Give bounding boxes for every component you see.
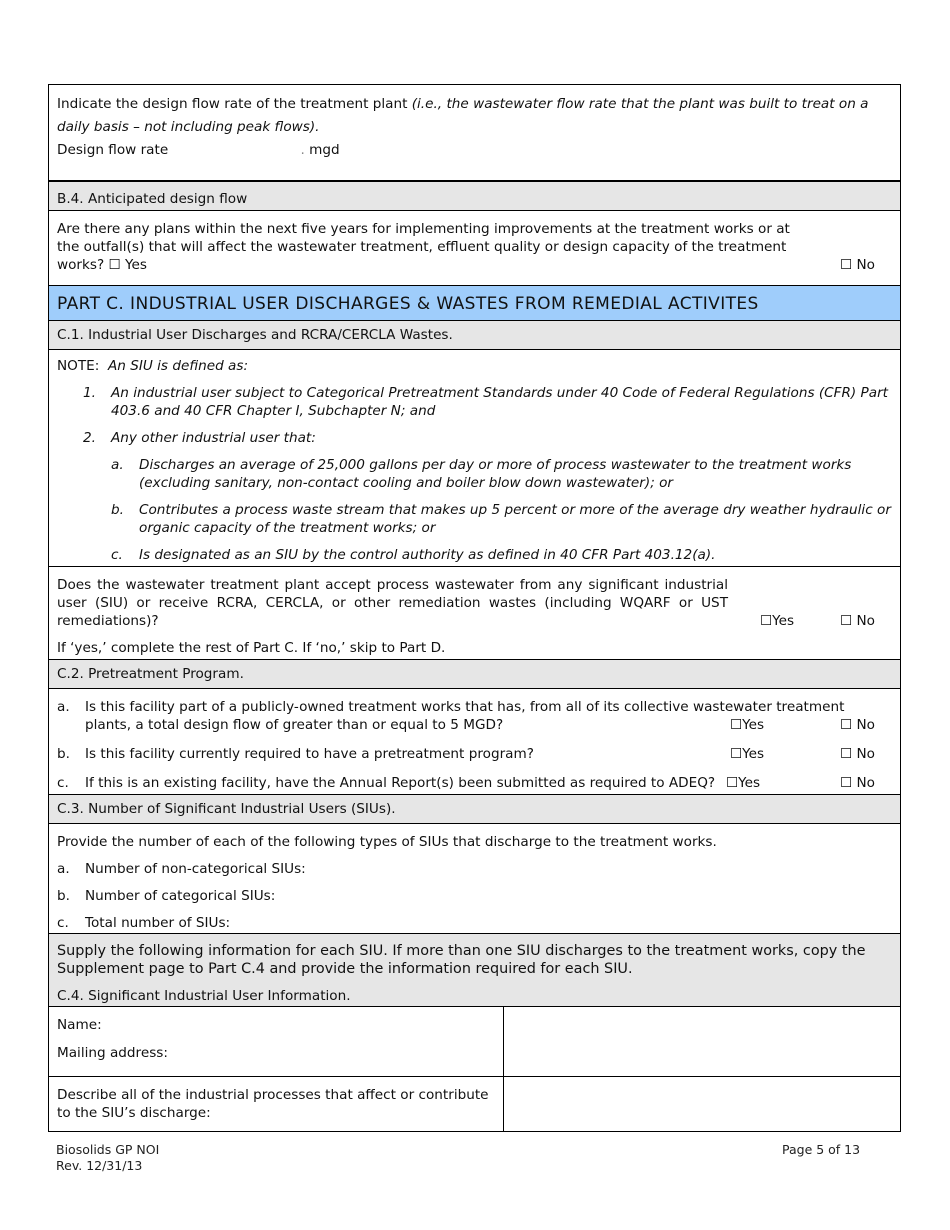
revision: Rev. 12/31/13 — [56, 1158, 143, 1173]
doc-name: Biosolids GP NOI — [56, 1142, 160, 1157]
c2b-no-checkbox[interactable]: ☐ No — [840, 746, 875, 762]
c1-question-row — [49, 566, 900, 659]
siu-processes-label: Describe all of the industrial processes that affect or contribute to the SIU’s discharge: — [57, 1087, 489, 1121]
note-sub-c: c. Is designated as an SIU by the control authority as defined in 40 CFR Part 403.12(a). — [111, 547, 716, 563]
c4-processes-row — [49, 1076, 900, 1131]
page-number: Page 5 of 13 — [782, 1142, 861, 1157]
c2-question-c: c. If this is an existing facility, have the Annual Report(s) been submitted as required to ADEQ? ☐Yes ☐ No — [57, 774, 892, 792]
b4-heading: B.4. Anticipated design flow — [49, 180, 900, 210]
note-sub-a: a. Discharges an average of 25,000 gallons per day or more of process wastewater to the treatment works (excluding sanitary, non-contact cooling and boiler blow down wastewater); or — [111, 457, 852, 491]
c2a-yes-checkbox[interactable]: ☐Yes — [730, 717, 765, 733]
c3-categorical[interactable]: b. Number of categorical SIUs: — [57, 888, 276, 904]
c2a-no-checkbox[interactable]: ☐ No — [840, 717, 875, 733]
c3-heading: C.3. Number of Significant Industrial Users (SIUs). — [49, 794, 900, 823]
part-c-box — [48, 285, 901, 1132]
design-flow-label: Design flow rate — [57, 142, 169, 158]
note-sub-b: b. Contributes a process waste stream that makes up 5 percent or more of the average dry weather hydraulic or organic capacity of the treatment works; or — [111, 502, 891, 536]
c2b-yes-checkbox[interactable]: ☐Yes — [730, 746, 765, 762]
c3-total[interactable]: c. Total number of SIUs: — [57, 915, 231, 931]
section-b-box — [48, 84, 901, 290]
c1-heading: C.1. Industrial User Discharges and RCRA/CERCLA Wastes. — [49, 320, 900, 349]
c1-instruction: If ‘yes,’ complete the rest of Part C. If ‘no,’ skip to Part D. — [57, 640, 446, 656]
part-c-title: PART C. INDUSTRIAL USER DISCHARGES & WASTES FROM REMEDIAL ACTIVITES — [49, 286, 900, 320]
note-intro: NOTE: An SIU is defined as: — [57, 358, 249, 374]
b4-question: Are there any plans within the next five years for implementing improvements at the treatment works or at the outfall(s) that will affect the wastewater treatment, effluent quality or design capacity of the treatment works? ☐ Yes — [57, 221, 790, 273]
b4-no-checkbox[interactable]: ☐ No — [840, 257, 875, 273]
c4-name-address-row — [49, 1006, 900, 1076]
c1-no-checkbox[interactable]: ☐ No — [840, 613, 875, 629]
c3-fields — [49, 823, 900, 933]
c2c-no-checkbox[interactable]: ☐ No — [840, 775, 875, 791]
c2c-yes-checkbox[interactable]: ☐Yes — [726, 775, 761, 791]
siu-definition-note — [49, 349, 900, 566]
siu-name-address-input[interactable] — [504, 1007, 900, 1076]
footer-left — [56, 1142, 159, 1174]
b4-yes-checkbox[interactable]: ☐ Yes — [108, 257, 147, 273]
design-flow-instructions: Indicate the design flow rate of the treatment plant (i.e., the wastewater flow rate that the plant was built to treat on a daily basis – not including peak flows). — [57, 96, 869, 135]
note-item-1: 1. An industrial user subject to Categorical Pretreatment Standards under 40 Code of Federal Regulations (CFR) Part 403.6 and 40 CFR Chapter I, Subchapter N; and — [83, 385, 889, 419]
c2-question-b: b. Is this facility currently required to have a pretreatment program? ☐Yes ☐ No — [57, 745, 892, 763]
design-flow-line: Design flow rate . mgd — [57, 142, 340, 158]
c4-header — [49, 933, 900, 1006]
c2-question-a: a. Is this facility part of a publicly-owned treatment works that has, from all of its collective wastewater treatment plants, a total design flow of greater than or equal to 5 MGD? — [57, 699, 845, 733]
siu-processes-input[interactable] — [504, 1077, 900, 1131]
siu-mailing-label: Mailing address: — [57, 1045, 168, 1061]
c1-yes-checkbox[interactable]: ☐Yes — [760, 613, 795, 629]
note-item-2: 2. Any other industrial user that: — [83, 430, 316, 446]
b4-question-row — [49, 210, 900, 289]
c3-noncategorical[interactable]: a. Number of non-categorical SIUs: — [57, 861, 306, 877]
c3-intro: Provide the number of each of the following types of SIUs that discharge to the treatment works. — [57, 834, 717, 850]
c2-heading: C.2. Pretreatment Program. — [49, 659, 900, 688]
c4-heading: C.4. Significant Industrial User Information. — [57, 988, 351, 1004]
c1-question: Does the wastewater treatment plant accept process wastewater from any significant industrial user (SIU) or receive RCRA, CERCLA, or other remediation wastes (including WQARF or UST remediations)? — [57, 577, 728, 629]
siu-name-label: Name: — [57, 1017, 102, 1033]
c2-questions — [49, 688, 900, 794]
c4-supply-text: Supply the following information for each SIU. If more than one SIU discharges to the treatment works, copy the Supplement page to Part C.4 and provide the information required for each SIU. — [57, 943, 866, 977]
design-flow-row — [49, 85, 900, 180]
design-flow-unit: mgd — [309, 142, 340, 158]
